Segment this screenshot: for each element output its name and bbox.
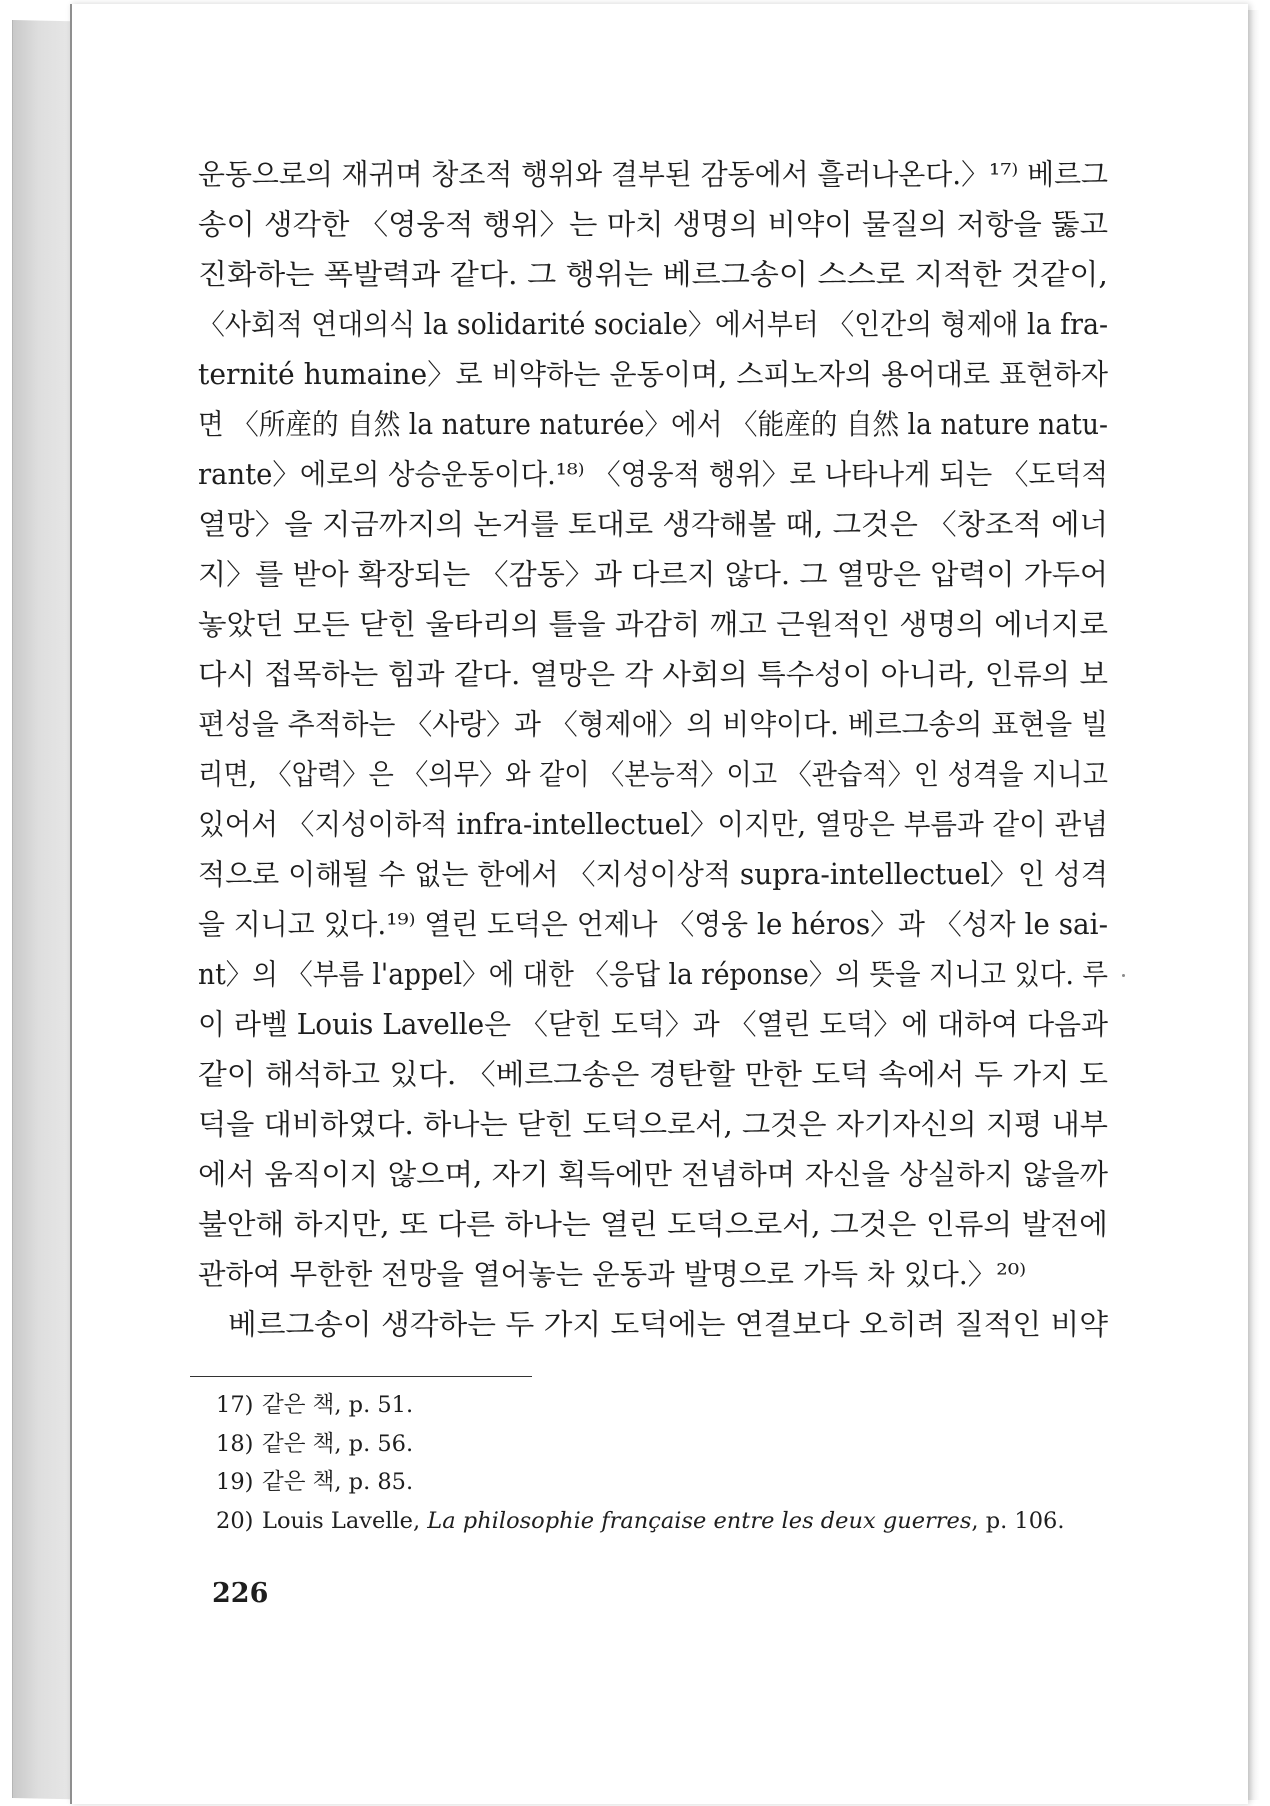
body-line — [198, 800, 1108, 850]
body-line — [198, 150, 1108, 200]
body-line-text: 송이 생각한 〈영웅적 행위〉는 마치 생명의 비약이 물질의 저항을 뚫고 — [198, 208, 1109, 241]
body-line — [198, 1000, 1108, 1050]
book-side-edge — [12, 20, 77, 1799]
footnote — [216, 1425, 1096, 1464]
body-line-text: 〈사회적 연대의식 la solidarité sociale〉에서부터 〈인간의 형제애 la fra- — [198, 308, 1109, 341]
body-line-text: 편성을 추적하는 〈사랑〉과 〈형제애〉의 비약이다. 베르그송의 표현을 빌 — [198, 708, 1109, 741]
body-line — [198, 750, 1108, 800]
body-line — [198, 1150, 1108, 1200]
body-line — [198, 350, 1108, 400]
body-line — [198, 900, 1108, 950]
footnote-number: 20) — [216, 1507, 254, 1534]
margin-dot — [1122, 974, 1125, 977]
body-line — [198, 450, 1108, 500]
footnote-text: , p. 106. — [971, 1507, 1065, 1534]
body-line — [198, 200, 1108, 250]
body-line-text: 리면, 〈압력〉은 〈의무〉와 같이 〈본능적〉이고 〈관습적〉인 성격을 지니고 — [198, 758, 1108, 791]
body-line — [198, 1200, 1108, 1250]
body-text — [198, 150, 1108, 1350]
body-line-text: 이 라벨 Louis Lavelle은 〈닫힌 도덕〉과 〈열린 도덕〉에 대하여 다음과 — [198, 1008, 1109, 1041]
body-line — [198, 650, 1108, 700]
body-line — [198, 600, 1108, 650]
footnote-text: 같은 책, p. 56. — [262, 1430, 414, 1457]
footnote-book-title: La philosophie française entre les deux guerres — [427, 1507, 972, 1534]
body-line — [198, 850, 1108, 900]
footnote — [216, 1386, 1096, 1425]
body-line-text: 면 〈所産的 自然 la nature naturée〉에서 〈能産的 自然 la nature natu- — [198, 408, 1108, 441]
body-line — [198, 1250, 1108, 1300]
footnote-divider — [190, 1376, 532, 1377]
body-line — [198, 1100, 1108, 1150]
body-line-text: 놓았던 모든 닫힌 울타리의 틀을 과감히 깨고 근원적인 생명의 에너지로 — [198, 608, 1109, 641]
body-line — [198, 950, 1108, 1000]
body-line-text: nt〉의 〈부름 l'appel〉에 대한 〈응답 la réponse〉의 뜻을 지니고 있다. 루 — [198, 958, 1108, 991]
body-line — [198, 700, 1108, 750]
body-line-text: 불안해 하지만, 또 다른 하나는 열린 도덕으로서, 그것은 인류의 발전에 — [198, 1208, 1108, 1241]
body-line — [198, 250, 1108, 300]
page-number: 226 — [212, 1578, 269, 1609]
body-line-text: 베르그송이 생각하는 두 가지 도덕에는 연결보다 오히려 질적인 비약 — [228, 1308, 1108, 1341]
body-line-text: 적으로 이해될 수 없는 한에서 〈지성이상적 supra-intellectuel〉인 성격 — [198, 858, 1108, 891]
body-line-text: 에서 움직이지 않으며, 자기 획득에만 전념하며 자신을 상실하지 않을까 — [198, 1158, 1109, 1191]
body-line — [198, 500, 1108, 550]
body-line-text: 을 지니고 있다.¹⁹⁾ 열린 도덕은 언제나 〈영웅 le héros〉과 〈성자 le sai- — [198, 908, 1109, 941]
body-line-text: 다시 접목하는 힘과 같다. 열망은 각 사회의 특수성이 아니라, 인류의 보 — [198, 658, 1109, 691]
footnote-text: 같은 책, p. 51. — [262, 1392, 414, 1418]
body-line — [198, 550, 1108, 600]
body-line-text: 진화하는 폭발력과 같다. 그 행위는 베르그송이 스스로 지적한 것같이, — [198, 258, 1108, 291]
footnote-number: 17) — [216, 1392, 254, 1418]
body-line-text: 있어서 〈지성이하적 infra-intellectuel〉이지만, 열망은 부름과 같이 관념 — [198, 808, 1108, 841]
footnote — [216, 1463, 1096, 1502]
body-line — [198, 300, 1108, 350]
footnote-number: 19) — [216, 1469, 254, 1495]
footnote — [216, 1502, 1096, 1541]
body-line — [198, 1050, 1108, 1100]
footnote-author: Louis Lavelle, — [262, 1507, 428, 1534]
body-line-text: ternité humaine〉로 비약하는 운동이며, 스피노자의 용어대로 표현하자 — [198, 358, 1109, 391]
body-line — [198, 400, 1108, 450]
body-line-text: 운동으로의 재귀며 창조적 행위와 결부된 감동에서 흘러나온다.〉¹⁷⁾ 베르그 — [198, 158, 1108, 191]
footnote-number: 18) — [216, 1430, 254, 1457]
body-line-text: 같이 해석하고 있다. 〈베르그송은 경탄할 만한 도덕 속에서 두 가지 도 — [198, 1058, 1109, 1091]
body-line-text: 덕을 대비하였다. 하나는 닫힌 도덕으로서, 그것은 자기자신의 지평 내부 — [198, 1108, 1108, 1141]
paragraph-start-line — [198, 1300, 1108, 1350]
body-line-text: 지〉를 받아 확장되는 〈감동〉과 다르지 않다. 그 열망은 압력이 가두어 — [198, 558, 1109, 591]
footnotes — [216, 1386, 1096, 1540]
footnote-text: 같은 책, p. 85. — [262, 1469, 414, 1495]
body-line-text: 열망〉을 지금까지의 논거를 토대로 생각해볼 때, 그것은 〈창조적 에너 — [198, 508, 1109, 541]
body-line-text: rante〉에로의 상승운동이다.¹⁸⁾ 〈영웅적 행위〉로 나타나게 되는 〈도덕적 — [198, 458, 1108, 491]
body-line-text: 관하여 무한한 전망을 열어놓는 운동과 발명으로 가득 차 있다.〉²⁰⁾ — [198, 1258, 1027, 1291]
